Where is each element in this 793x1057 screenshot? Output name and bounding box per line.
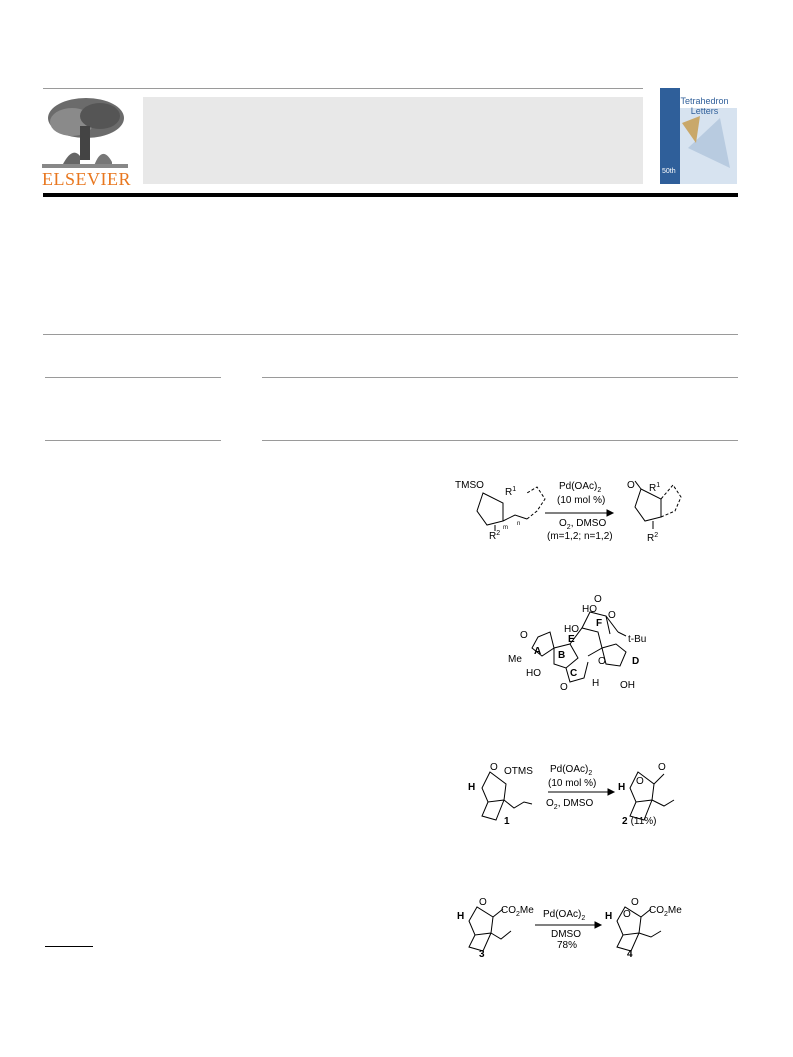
svg-text:CO2Me <box>501 905 534 918</box>
s1-product-h: H <box>618 782 626 793</box>
np-group-oh: OH <box>620 680 635 691</box>
s2-product-o1: O <box>623 909 631 920</box>
n-index: n <box>517 521 521 527</box>
left-column-rule-1 <box>45 377 221 378</box>
s1-oxidant-rest: , DMSO <box>557 798 594 809</box>
svg-text:2(11%) <box>622 816 657 827</box>
svg-text:R1 <box>649 482 660 494</box>
np-group-ho3: HO <box>526 668 541 679</box>
np-group-o5: O <box>598 656 606 667</box>
svg-text:O2, DMSO <box>546 798 593 811</box>
elsevier-logo <box>42 96 131 189</box>
ring-label-c: C <box>570 668 578 679</box>
cover-volume-mark: 50th <box>662 168 676 175</box>
s1-oxidant: O <box>546 798 554 809</box>
s2-ester-sub: 2 <box>516 911 520 918</box>
s2-product-ester-rest: Me <box>667 905 682 916</box>
product-carbonyl-o: O <box>627 480 635 491</box>
catalyst-loading: (10 mol %) <box>557 495 606 506</box>
svg-text:Pd(OAc)2 <box>543 909 585 922</box>
general-reaction-scheme <box>455 475 695 555</box>
s1-product-o2: O <box>658 762 666 773</box>
s2-o-label: O <box>479 897 487 908</box>
s1-reagent-sub: 2 <box>588 770 593 777</box>
scheme1-reaction <box>468 760 698 830</box>
svg-text:R1 <box>505 486 516 498</box>
s1-h-label: H <box>468 782 476 793</box>
svg-text:Pd(OAc)2 <box>559 481 601 494</box>
elsevier-tree-icon <box>42 96 128 168</box>
ring-label-f: F <box>596 618 603 629</box>
svg-text:H <box>468 782 475 793</box>
elsevier-wordmark: ELSEVIER <box>42 169 131 189</box>
np-group-h: H <box>592 678 600 689</box>
np-group-ho1: HO <box>564 624 579 635</box>
scheme2-reaction <box>455 895 695 960</box>
svg-text:CO2Me <box>649 905 682 918</box>
r2-label: R <box>489 531 497 542</box>
s2-ester-rest: Me <box>519 905 534 916</box>
reaction-conditions: (m=1,2; n=1,2) <box>547 531 613 542</box>
product-r1: R <box>649 483 657 494</box>
s2-product-h: H <box>605 911 613 922</box>
s1-yield: (11%) <box>630 816 657 827</box>
np-group-o2: O <box>594 594 602 605</box>
s1-product-o1: O <box>636 776 644 787</box>
reagent-label: Pd(OAc) <box>559 481 598 492</box>
cover-title: Tetrahedron Letters <box>680 96 729 116</box>
s2-compound-4: 4 <box>627 949 633 960</box>
s2-product-ester: CO <box>649 905 664 916</box>
np-group-o4: O <box>608 610 616 621</box>
np-group-o3: O <box>560 682 568 693</box>
svg-text:R2 <box>489 530 500 542</box>
s2-compound-3: 3 <box>479 949 485 960</box>
s2-yield: 78% <box>557 940 578 951</box>
np-group-o1: O <box>520 630 528 641</box>
header-bottom-rule <box>43 193 738 197</box>
s2-product-ester-sub: 2 <box>664 911 668 918</box>
s2-h-label: H <box>457 911 465 922</box>
s1-compound-1: 1 <box>504 816 510 827</box>
ring-label-e: E <box>568 634 575 645</box>
natural-product-structure <box>508 592 658 704</box>
s1-compound-2: 2 <box>622 816 628 827</box>
s1-o-label: O <box>490 762 498 773</box>
journal-cover <box>660 88 737 184</box>
left-column-rule-2 <box>45 440 221 441</box>
product-r1-sup: 1 <box>656 482 661 489</box>
m-index: m <box>503 525 508 531</box>
oxidant-rest: , DMSO <box>570 518 607 529</box>
footnote-rule <box>45 946 93 947</box>
svg-text:Pd(OAc)2 <box>550 764 592 777</box>
product-r2-sup: 2 <box>654 532 659 539</box>
s2-solvent: DMSO <box>551 929 581 940</box>
s2-ester: CO <box>501 905 516 916</box>
journal-banner <box>143 97 643 184</box>
ring-label-d: D <box>632 656 640 667</box>
s2-product-o2: O <box>631 897 639 908</box>
s2-reagent: Pd(OAc) <box>543 909 582 920</box>
svg-text:R2 <box>647 532 658 544</box>
product-r2: R <box>647 533 655 544</box>
reagent-subscript: 2 <box>597 487 602 494</box>
oxidant-label: O <box>559 518 567 529</box>
np-group-tbu: t-Bu <box>628 634 647 645</box>
right-column-rule-2 <box>262 440 738 441</box>
r1-superscript: 1 <box>512 486 517 493</box>
r1-label: R <box>505 487 513 498</box>
s1-reagent: Pd(OAc) <box>550 764 589 775</box>
np-group-me: Me <box>508 654 522 665</box>
s1-otms-label: OTMS <box>504 766 533 777</box>
ring-label-b: B <box>558 650 566 661</box>
r2-superscript: 2 <box>496 530 501 537</box>
ring-label-a: A <box>534 646 542 657</box>
svg-text:O2, DMSO <box>559 518 606 531</box>
right-column-rule-1 <box>262 377 738 378</box>
np-group-ho2: HO <box>582 604 597 615</box>
oxidant-subscript: 2 <box>566 524 571 531</box>
article-info-top-rule <box>43 334 738 335</box>
s1-loading: (10 mol %) <box>548 778 597 789</box>
tmso-label: TMSO <box>455 480 484 491</box>
s2-reagent-sub: 2 <box>581 915 586 922</box>
s1-oxidant-sub: 2 <box>553 804 558 811</box>
header-top-rule <box>43 88 643 89</box>
